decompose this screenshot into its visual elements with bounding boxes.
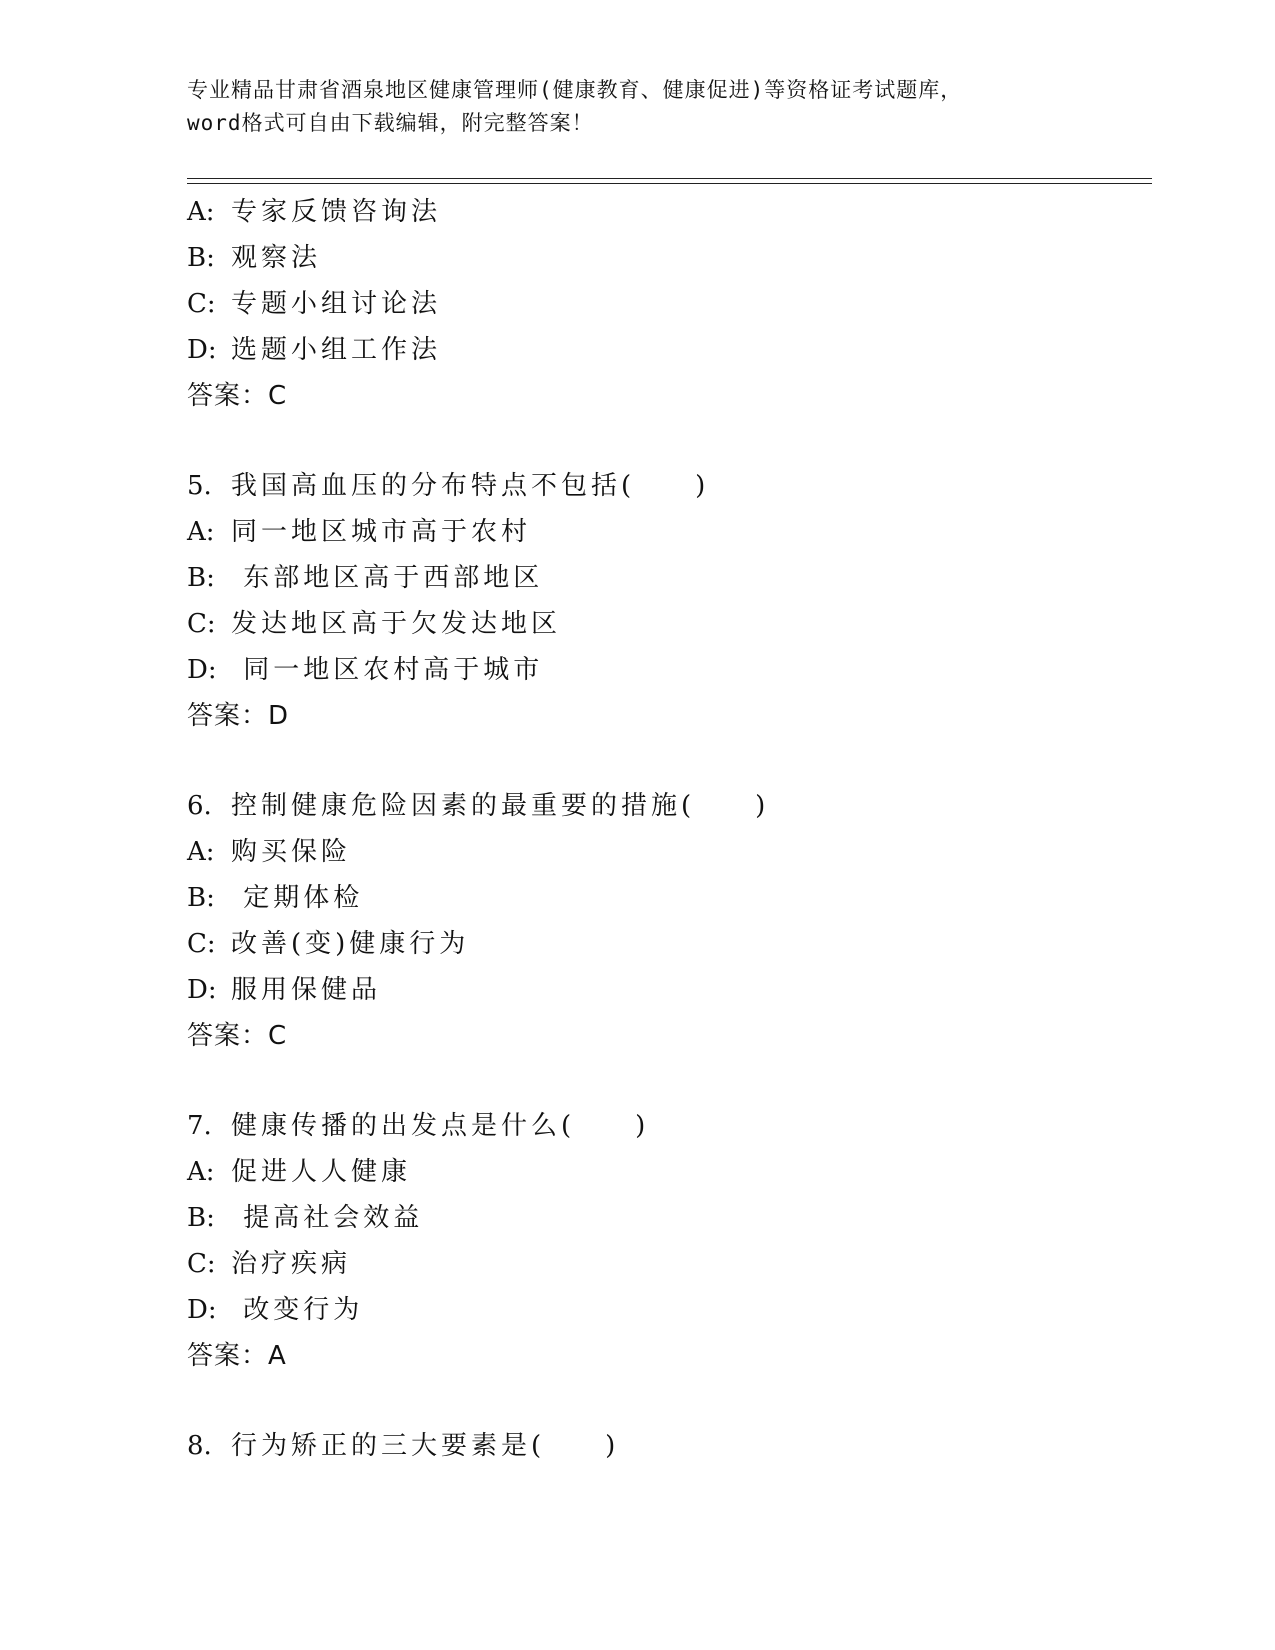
question-text: 控制健康危险因素的最重要的措施( ): [231, 791, 770, 821]
option-c: [187, 601, 1147, 647]
option-text: 购买保险: [231, 837, 352, 867]
option-text: 专题小组讨论法: [231, 289, 442, 319]
option-label: A:: [187, 837, 215, 867]
question-content: [187, 189, 1147, 1469]
option-text: 服用保健品: [231, 975, 382, 1005]
option-label: B:: [187, 563, 215, 593]
option-label: A:: [187, 517, 215, 547]
option-text: 改变行为: [231, 1295, 364, 1325]
option-text: 改善(变)健康行为: [231, 929, 470, 959]
question-text: 行为矫正的三大要素是( ): [231, 1431, 620, 1461]
option-text: 同一地区城市高于农村: [231, 517, 532, 547]
answer-line: 答案：D: [187, 701, 290, 731]
option-a: [187, 829, 1147, 875]
question-block-6: [187, 783, 1147, 1059]
option-d: [187, 647, 1147, 693]
question-block-5: [187, 463, 1147, 739]
option-b: [187, 235, 1147, 281]
option-label: B:: [187, 883, 215, 913]
option-c: [187, 1241, 1147, 1287]
option-c: [187, 281, 1147, 327]
question-number: 6.: [187, 791, 212, 821]
answer-line: 答案：C: [187, 381, 288, 411]
option-d: [187, 1287, 1147, 1333]
option-a: [187, 189, 1147, 235]
option-c: [187, 921, 1147, 967]
option-text: 治疗疾病: [231, 1249, 352, 1279]
question-block-7: [187, 1103, 1147, 1379]
page-header: [187, 74, 1087, 140]
option-text: 定期体检: [231, 883, 364, 913]
option-label: A:: [187, 197, 215, 227]
option-label: C:: [187, 289, 216, 319]
header-line-1: 专业精品甘肃省酒泉地区健康管理师(健康教育、健康促进)等资格证考试题库，: [187, 78, 963, 102]
option-d: [187, 327, 1147, 373]
header-line-2: word格式可自由下载编辑，附完整答案！: [187, 111, 594, 135]
option-b: [187, 1195, 1147, 1241]
question-number: 7.: [187, 1111, 212, 1141]
question-stem: [187, 1103, 1147, 1149]
answer-line: 答案：A: [187, 1341, 287, 1371]
option-label: C:: [187, 929, 216, 959]
option-b: [187, 875, 1147, 921]
option-d: [187, 967, 1147, 1013]
option-label: D:: [187, 335, 217, 365]
option-text: 促进人人健康: [231, 1157, 412, 1187]
question-number: 5.: [187, 471, 212, 501]
option-text: 选题小组工作法: [231, 335, 442, 365]
question-text: 健康传播的出发点是什么( ): [231, 1111, 650, 1141]
question-number: 8.: [187, 1431, 212, 1461]
option-b: [187, 555, 1147, 601]
option-label: A:: [187, 1157, 215, 1187]
question-stem: [187, 783, 1147, 829]
question-stem: [187, 463, 1147, 509]
option-text: 同一地区农村高于城市: [231, 655, 544, 685]
header-divider-bottom: [187, 183, 1152, 184]
option-label: D:: [187, 655, 217, 685]
option-label: D:: [187, 1295, 217, 1325]
option-text: 发达地区高于欠发达地区: [231, 609, 562, 639]
option-label: B:: [187, 243, 215, 273]
question-block-4: [187, 189, 1147, 419]
option-label: D:: [187, 975, 217, 1005]
option-text: 观察法: [231, 243, 322, 273]
question-text: 我国高血压的分布特点不包括( ): [231, 471, 710, 501]
option-a: [187, 1149, 1147, 1195]
option-text: 东部地区高于西部地区: [231, 563, 544, 593]
option-text: 专家反馈咨询法: [231, 197, 442, 227]
option-label: C:: [187, 1249, 216, 1279]
answer-line: 答案：C: [187, 1021, 288, 1051]
question-stem: [187, 1423, 1147, 1469]
option-a: [187, 509, 1147, 555]
option-text: 提高社会效益: [231, 1203, 424, 1233]
option-label: B:: [187, 1203, 215, 1233]
option-label: C:: [187, 609, 216, 639]
header-divider-top: [187, 178, 1152, 179]
question-block-8: [187, 1423, 1147, 1469]
